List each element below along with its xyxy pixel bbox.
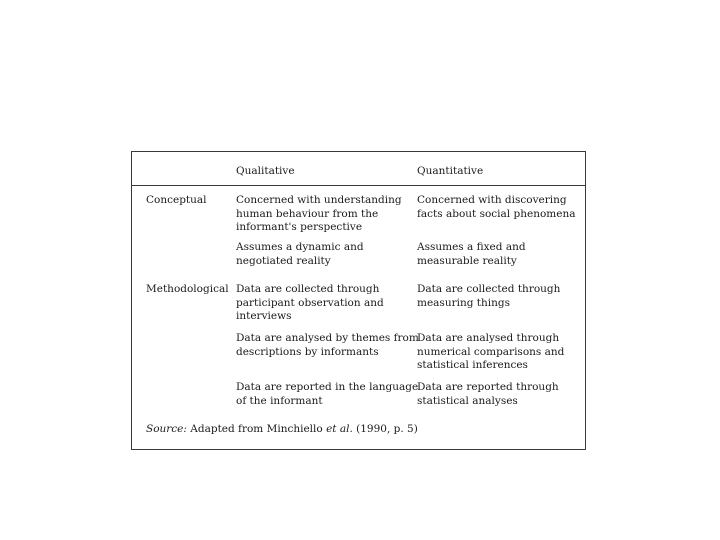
cell-line: facts about social phenomena xyxy=(417,207,576,220)
cell-line: statistical analyses xyxy=(417,394,518,407)
source-citation: (1990, p. 5) xyxy=(356,423,418,435)
cell-line: Data are analysed through xyxy=(417,332,560,344)
cell-line: of the informant xyxy=(236,394,323,407)
cell-quantitative xyxy=(417,194,575,221)
cell-line: Concerned with discovering xyxy=(417,194,567,206)
cell-quantitative xyxy=(417,332,564,373)
cell-qualitative xyxy=(236,194,402,235)
cell-line: informant's perspective xyxy=(236,221,363,233)
cell-line: Data are reported in the language xyxy=(236,381,419,393)
cell-line: statistical inferences xyxy=(417,359,528,371)
source-etal: et al. xyxy=(326,423,353,435)
cell-quantitative xyxy=(417,241,526,268)
header-divider xyxy=(132,185,585,186)
cell-line: Data are collected through xyxy=(417,283,561,295)
cell-line: Data are analysed by themes from xyxy=(236,332,419,344)
cell-line: Assumes a fixed and xyxy=(417,241,526,253)
cell-line: Data are collected through xyxy=(236,283,380,295)
source-note xyxy=(146,423,418,437)
cell-line: measuring things xyxy=(417,296,510,309)
comparison-table xyxy=(131,151,586,450)
header-quantitative: Quantitative xyxy=(417,165,484,177)
cell-quantitative xyxy=(417,283,560,310)
cell-line: Data are reported through xyxy=(417,381,559,393)
cell-line: Concerned with understanding xyxy=(236,194,402,206)
cell-qualitative xyxy=(236,332,419,359)
source-prefix: Source: xyxy=(146,423,187,435)
cell-line: interviews xyxy=(236,310,292,322)
header-qualitative: Qualitative xyxy=(236,165,295,177)
source-text: Adapted from Minchiello xyxy=(190,423,323,435)
cell-line: descriptions by informants xyxy=(236,345,379,358)
cell-qualitative xyxy=(236,283,384,324)
cell-line: numerical comparisons and xyxy=(417,345,565,358)
cell-line: negotiated reality xyxy=(236,254,331,267)
cell-line: human behaviour from the xyxy=(236,207,379,220)
cell-quantitative xyxy=(417,381,559,408)
cell-line: participant observation and xyxy=(236,296,384,309)
row-label-methodological: Methodological xyxy=(146,283,229,295)
cell-qualitative xyxy=(236,241,364,268)
cell-line: measurable reality xyxy=(417,254,517,267)
cell-qualitative xyxy=(236,381,418,408)
cell-line: Assumes a dynamic and xyxy=(236,241,364,253)
row-label-conceptual: Conceptual xyxy=(146,194,207,206)
